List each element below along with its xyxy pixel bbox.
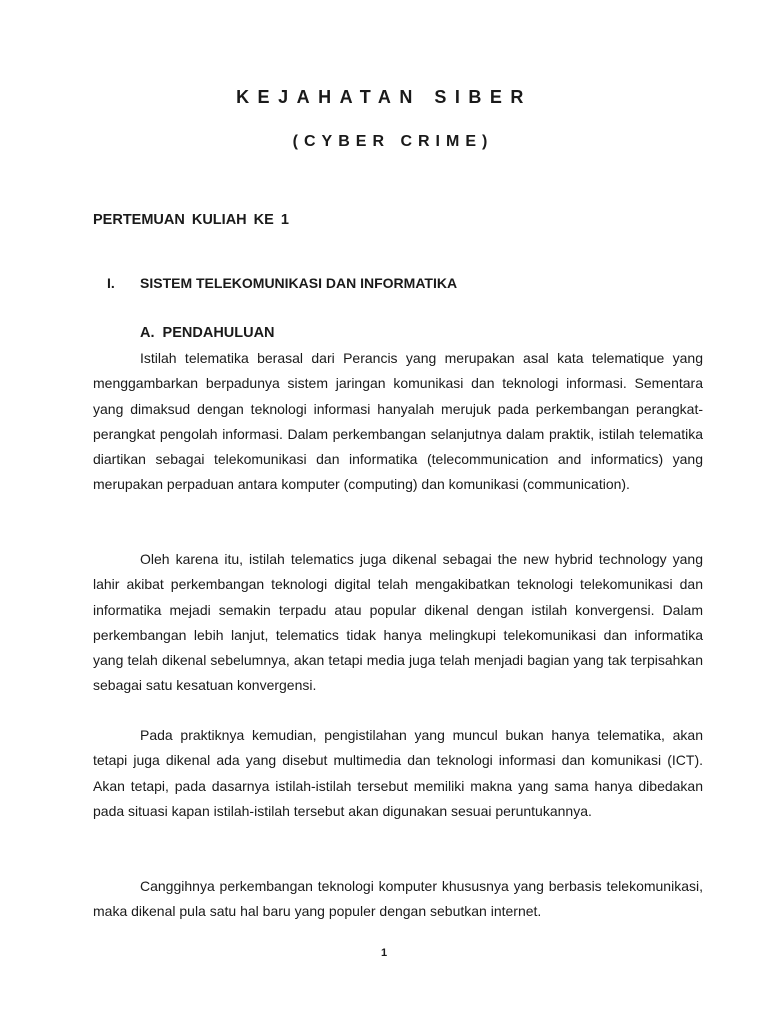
document-title: KEJAHATAN SIBER [236,87,532,107]
paragraph: Canggihnya perkembangan teknologi komputer khususnya yang berbasis telekomunikasi, maka dikenal pula satu hal baru yang populer dengan sebutkan internet. [93,878,703,920]
paragraph: Istilah telematika berasal dari Perancis yang merupakan asal kata telematique yang menggambarkan berpadunya sistem jaringan komunikasi dan teknologi informasi. Sementara yang dimaksud dengan teknologi informasi hanyalah merujuk pada perkembangan perangkat-perangkat pengolah informasi. Dalam perkembangan selanjutnya dalam praktik, istilah telematika diartikan sebagai telekomunikasi dan informatika (telecommunication and informatics) yang merupakan perpaduan antara komputer (computing) dan komunikasi (communication). [93,350,703,493]
meeting-heading: PERTEMUAN KULIAH KE 1 [93,212,289,228]
document-subtitle: (CYBER CRIME) [292,133,494,150]
subsection-heading: A. PENDAHULUAN [140,325,275,341]
paragraph: Pada praktiknya kemudian, pengistilahan yang muncul bukan hanya telematika, akan tetapi juga dikenal ada yang disebut multimedia dan teknologi informasi dan komunikasi (ICT). Akan tetapi, pada dasarnya istilah-istilah tersebut memiliki makna yang sama hanya dibedakan pada situasi kapan istilah-istilah tersebut akan digunakan sesuai peruntukannya. [93,727,703,819]
page-number: 1 [380,947,388,959]
section-number: I. [107,275,115,291]
paragraph: Oleh karena itu, istilah telematics juga dikenal sebagai the new hybrid technology yang lahir akibat perkembangan teknologi digital telah mengakibatkan teknologi telekomunikasi dan informatika mejadi semakin terpadu atau popular dikenal dengan istilah konvergensi. Dalam perkembangan lebih lanjut, telematics tidak hanya melingkupi telekomunikasi dan informatika yang telah dikenal sebelumnya, akan tetapi media juga telah menjadi bagian yang tak terpisahkan sebagai satu kesatuan konvergensi. [93,551,703,694]
section-title: SISTEM TELEKOMUNIKASI DAN INFORMATIKA [140,275,458,291]
